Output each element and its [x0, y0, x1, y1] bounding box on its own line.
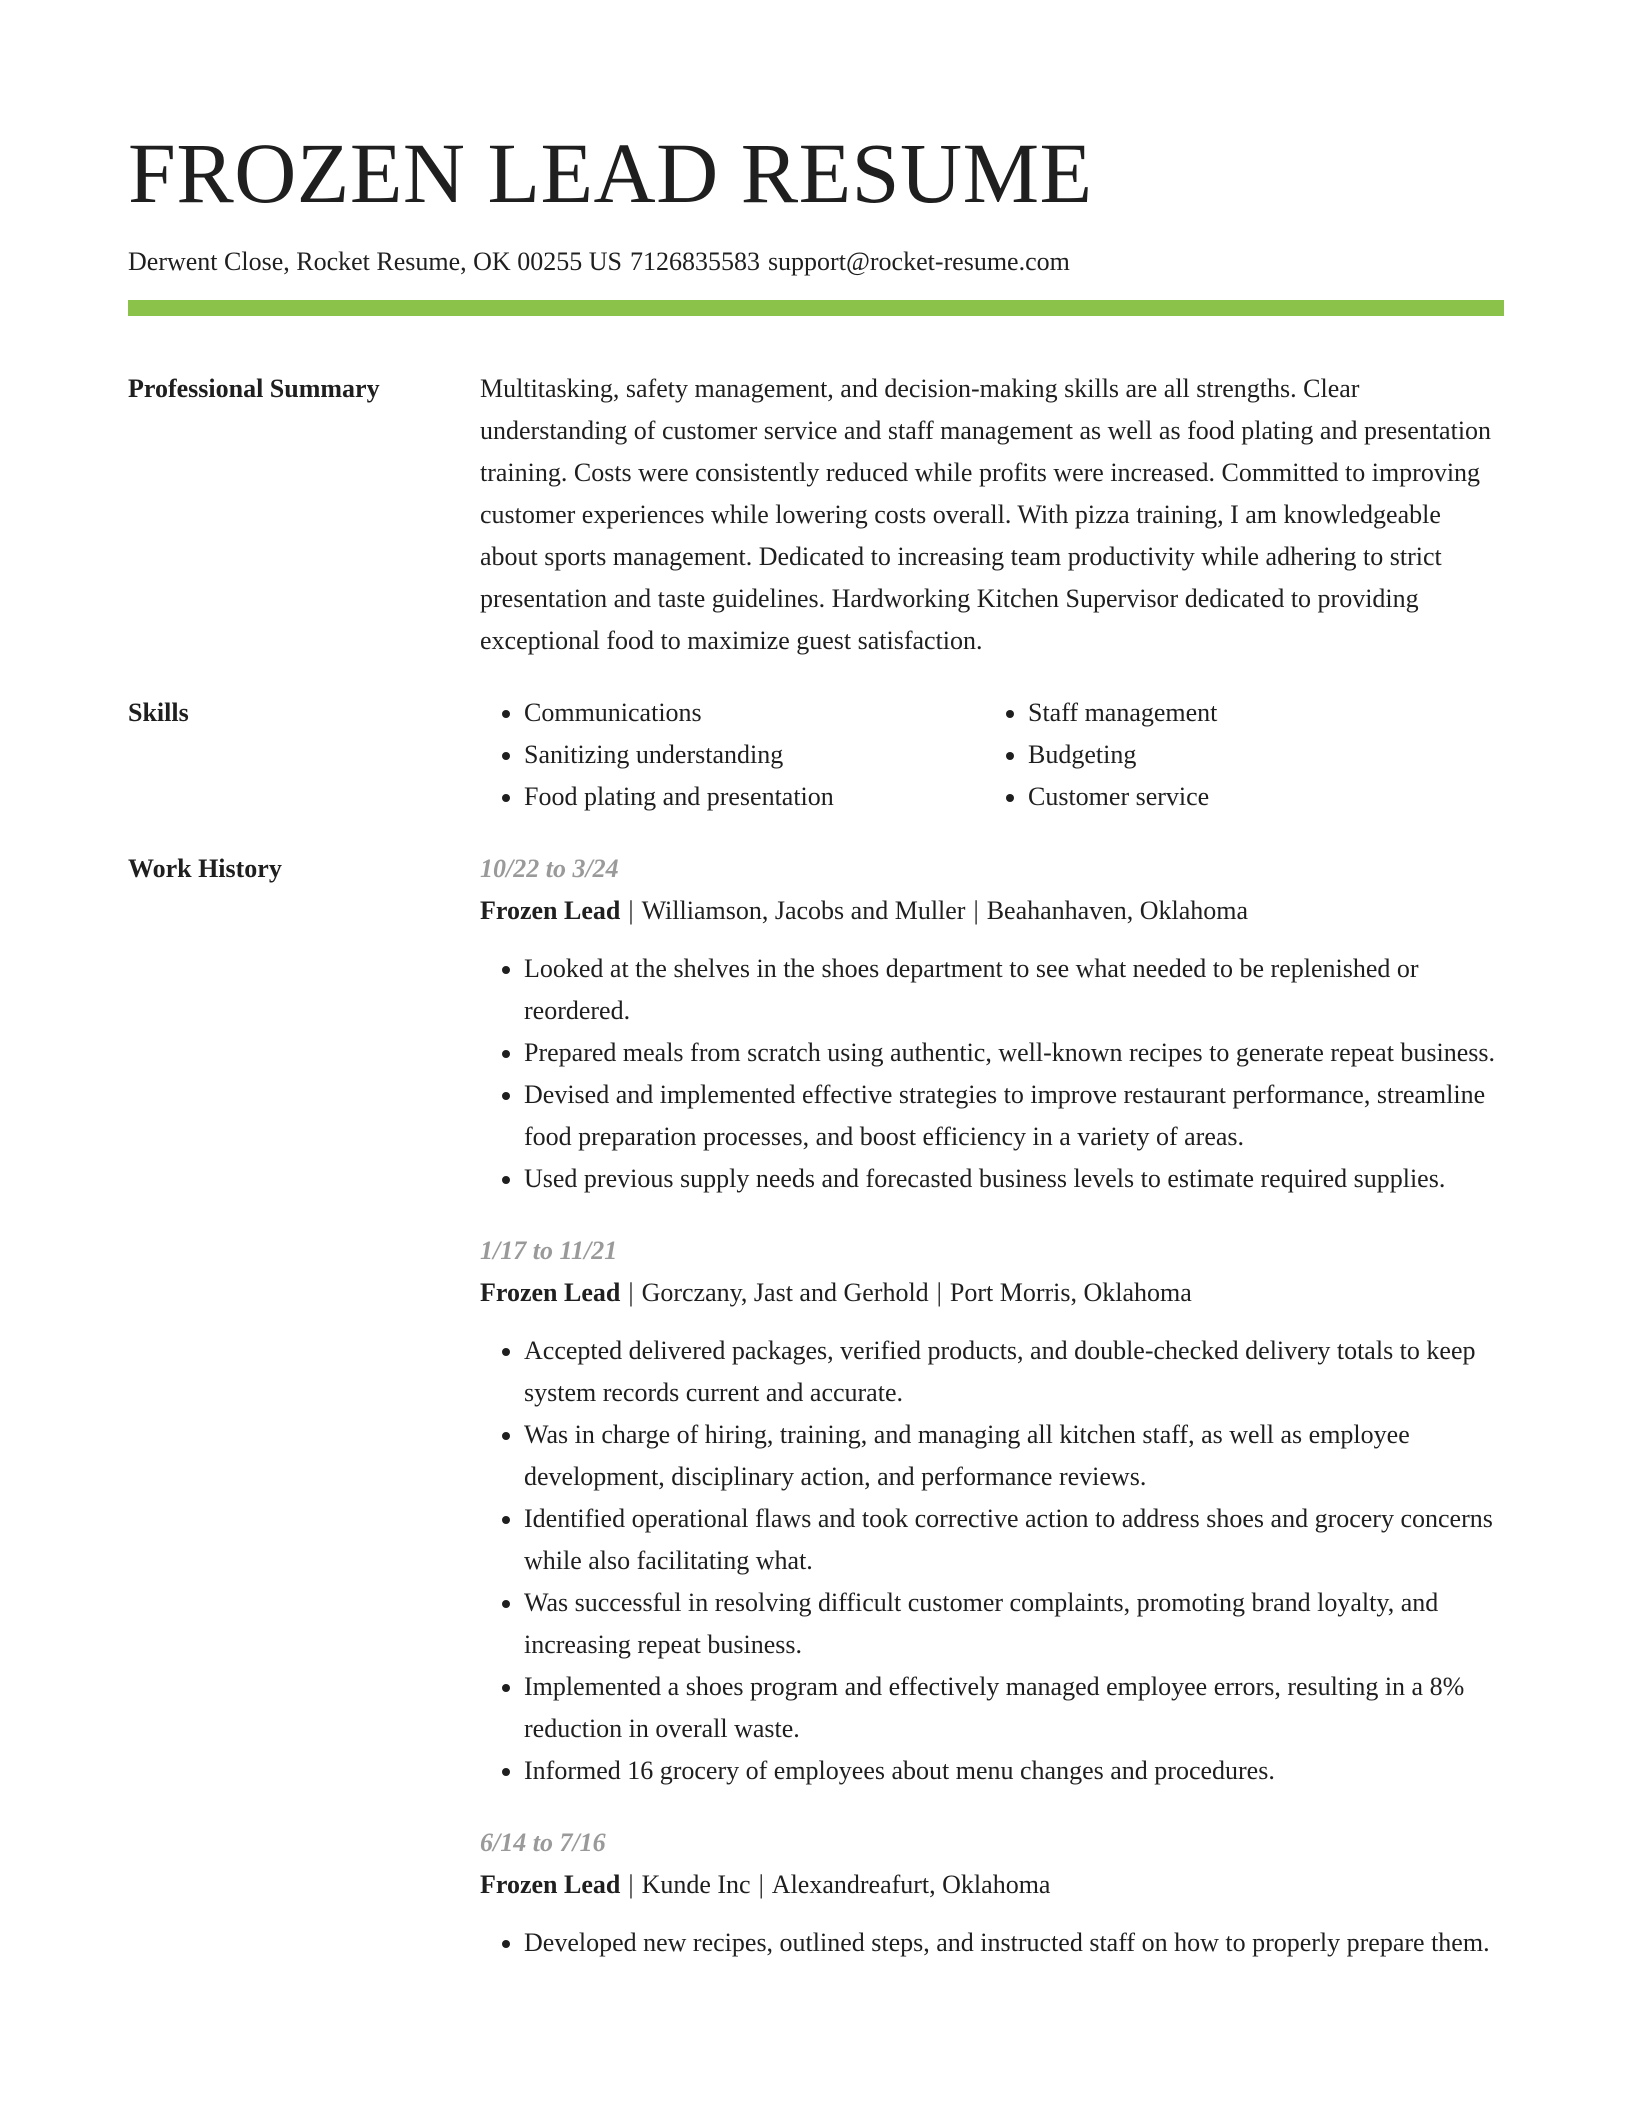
accent-divider [128, 300, 1504, 316]
job-location: Beahanhaven, Oklahoma [986, 896, 1249, 925]
job-bullets [480, 1922, 1504, 1964]
job-bullets [480, 1330, 1504, 1792]
summary-text: Multitasking, safety management, and decision-making skills are all strengths. Clear understanding of customer service and staff management as well as food plating and presentation training. Costs were consistently reduced while profits were increased. Committed to improving customer experiences while lowering costs overall. With pizza training, I am knowledgeable about sports management. Dedicated to increasing team productivity while adhering to strict presentation and taste guidelines. Hardworking Kitchen Supervisor dedicated to providing exceptional food to maximize guest satisfaction. [480, 374, 1492, 655]
job-dates: 10/22 to 3/24 [480, 854, 619, 883]
work-history-heading: Work History [128, 854, 282, 883]
skill-item: • Customer service [1028, 776, 1217, 818]
job-location: Port Morris, Oklahoma [949, 1278, 1192, 1307]
job-company: Williamson, Jacobs and Muller [641, 896, 966, 925]
job-bullet: • Prepared meals from scratch using authentic, well-known recipes to generate repeat business. [524, 1032, 1504, 1074]
contact-line [128, 244, 1504, 280]
job-company: Kunde Inc [641, 1870, 751, 1899]
job-bullet: • Was in charge of hiring, training, and managing all kitchen staff, as well as employee development, disciplinary action, and performance reviews. [524, 1414, 1504, 1498]
contact-phone: 7126835583 [629, 247, 760, 276]
job-title: Frozen Lead [480, 1278, 621, 1307]
skills-heading: Skills [128, 698, 189, 727]
summary-heading: Professional Summary [128, 374, 380, 403]
job-bullet: • Identified operational flaws and took corrective action to address shoes and grocery concerns while also facilitating what. [524, 1498, 1504, 1582]
skill-item: • Food plating and presentation [524, 776, 984, 818]
job-entry [480, 1822, 1504, 1964]
skill-item: • Sanitizing understanding [524, 734, 984, 776]
job-entry [480, 1230, 1504, 1792]
skill-item: • Communications [524, 692, 984, 734]
job-bullets [480, 948, 1504, 1200]
contact-email[interactable]: support@rocket-resume.com [767, 247, 1070, 276]
job-bullet: • Accepted delivered packages, verified products, and double-checked delivery totals to keep system records current and accurate. [524, 1330, 1504, 1414]
job-location: Alexandreafurt, Oklahoma [771, 1870, 1051, 1899]
skill-item: • Budgeting [1028, 734, 1217, 776]
contact-address: Derwent Close, Rocket Resume, OK 00255 US [128, 247, 622, 276]
job-company: Gorczany, Jast and Gerhold [641, 1278, 929, 1307]
skills-grid [480, 692, 1504, 818]
job-bullet: • Was successful in resolving difficult customer complaints, promoting brand loyalty, and increasing repeat business. [524, 1582, 1504, 1666]
job-dates: 1/17 to 11/21 [480, 1236, 618, 1265]
job-bullet: • Looked at the shelves in the shoes department to see what needed to be replenished or reordered. [524, 948, 1504, 1032]
job-header: Frozen Lead | Gorczany, Jast and Gerhold | Port Morris, Oklahoma [480, 1278, 1192, 1307]
job-bullet: • Informed 16 grocery of employees about menu changes and procedures. [524, 1750, 1504, 1792]
resume-title: FROZEN LEAD RESUME [128, 125, 1093, 221]
job-bullet: • Used previous supply needs and forecasted business levels to estimate required supplies. [524, 1158, 1504, 1200]
skills-list-left [480, 692, 984, 818]
job-bullet: • Implemented a shoes program and effectively managed employee errors, resulting in a 8% reduction in overall waste. [524, 1666, 1504, 1750]
work-history-section [128, 848, 1504, 1994]
job-title: Frozen Lead [480, 1870, 621, 1899]
skills-list-right [984, 692, 1217, 818]
job-bullet: • Devised and implemented effective strategies to improve restaurant performance, streamline food preparation processes, and boost efficiency in a variety of areas. [524, 1074, 1504, 1158]
job-title: Frozen Lead [480, 896, 621, 925]
job-dates: 6/14 to 7/16 [480, 1828, 606, 1857]
job-bullet: • Developed new recipes, outlined steps, and instructed staff on how to properly prepare them. [524, 1922, 1504, 1964]
skills-section [128, 692, 1504, 818]
job-header: Frozen Lead | Williamson, Jacobs and Muller | Beahanhaven, Oklahoma [480, 896, 1249, 925]
skill-item: • Staff management [1028, 692, 1217, 734]
job-entry [480, 848, 1504, 1200]
job-header: Frozen Lead | Kunde Inc | Alexandreafurt, Oklahoma [480, 1870, 1051, 1899]
summary-section [128, 368, 1504, 662]
